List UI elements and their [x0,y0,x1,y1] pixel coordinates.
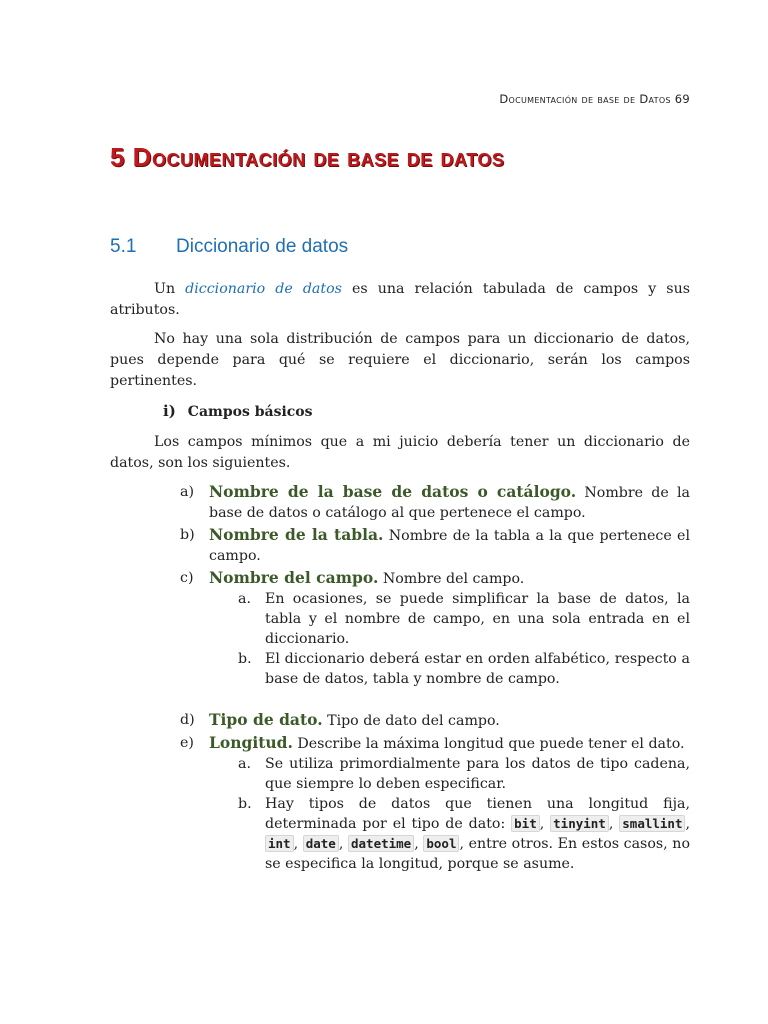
sub-item-text: El diccionario deberá estar en orden alfabético, respecto a base de datos, tabla y nombre de campo. [265,651,690,687]
list-item [110,733,690,754]
item-term: Longitud. [209,733,293,752]
fields-list [110,482,690,874]
running-head [499,92,690,106]
list-item [110,568,690,589]
subsection-marker: i) [163,402,176,420]
item-text: Nombre de la base de datos o catálogo al que pertenece el campo. [209,485,690,521]
item-marker: c) [180,570,194,586]
sub-item-marker: a. [238,591,251,607]
code-bit: bit [511,815,540,832]
item-marker: d) [180,712,195,728]
subsection-heading [163,402,313,420]
code-bool: bool [423,835,459,852]
chapter-title: 5 Documentación de base de datos [110,142,505,172]
item-term: Nombre de la base de datos o catálogo. [209,482,577,501]
code-date: date [303,835,339,852]
sub-list-item [110,754,690,794]
intro-paragraph-2: No hay una sola distribución de campos para un diccionario de datos, pues depende para qué se requiere el diccionario, serán los campos pertinentes. [110,331,690,389]
sub-list-item [110,589,690,649]
sub-list-item [110,649,690,689]
list-item [110,482,690,523]
item-marker: b) [180,527,195,543]
code-datetime: datetime [348,835,414,852]
intro-p1-end: es una relación tabulada de campos y sus atributos. [110,281,691,318]
code-int: int [265,835,294,852]
sub-item-text: Se utiliza primordialmente para los datos de tipo cadena, que siempre lo deben especificar. [265,756,690,792]
section-title [110,236,348,258]
code-tinyint: tinyint [550,815,609,832]
section-title-text: Diccionario de datos [176,236,349,257]
sub-list-item: b. Hay tipos de datos que tienen una longitud fija, determinada por el tipo de dato: bit , tinyint , smallint , int , date , datetime , bool , entre otros. En estos casos, no se especifica la longitud, porque se asume. [238,796,690,872]
running-head-text: Documentación de base de Datos 69 [499,92,690,106]
dictionary-link[interactable]: diccionario de datos [185,281,342,297]
list-item [110,525,690,566]
item-marker: a) [180,484,194,500]
sub-item-marker: b. [238,796,252,812]
intro-p1-start: Un [154,281,186,297]
item-text: Describe la máxima longitud que puede tener el dato. [292,736,685,752]
sub-item-marker: b. [238,651,252,667]
item-marker: e) [180,735,194,751]
code-smallint: smallint [619,815,685,832]
item-text: Nombre del campo. [378,571,525,587]
item-term: Nombre del campo. [209,568,379,587]
section-number: 5.1 [110,236,137,257]
sub-item-text-start: Hay tipos de datos que tienen una longitud fija, determinada por el tipo de dato: [265,796,690,832]
intro-body [110,279,690,392]
sub-item-marker: a. [238,756,251,772]
item-term: Nombre de la tabla. [209,525,384,544]
sub-item-text: En ocasiones, se puede simplificar la base de datos, la tabla y el nombre de campo, en una sola entrada en el diccionario. [265,591,690,647]
list-item [110,710,690,731]
subsection-title: Campos básicos [187,404,313,420]
intro-paragraph-1 [110,279,690,321]
lead-body [110,432,690,474]
item-term: Tipo de dato. [209,710,323,729]
sub-item-text-end: , entre otros. En estos casos, no se especifica la longitud, porque se asume. [265,836,690,872]
lead-paragraph: Los campos mínimos que a mi juicio debería tener un diccionario de datos, son los siguientes. [110,434,690,471]
item-text: Nombre de la tabla a la que pertenece el campo. [209,528,690,564]
item-text: Tipo de dato del campo. [322,713,500,729]
